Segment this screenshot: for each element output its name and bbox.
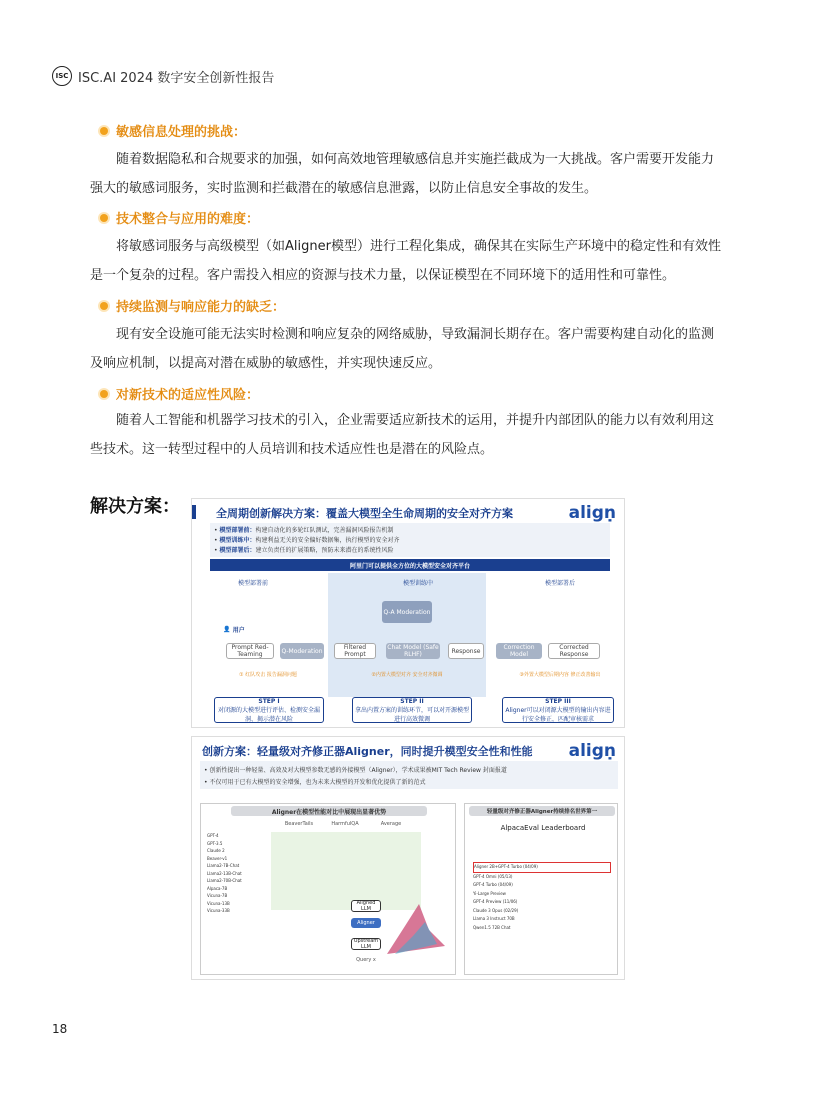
section-body: 将敏感词服务与高级模型（如Aligner模型）进行工程化集成，确保其在实际生产环境中的稳定性和有效性是一个复杂的过程。客户需投入相应的资源与技术力量，以保证模型在不同环境下的适用性和可靠性。 [90, 239, 721, 283]
qa-moderation-box: Q-A Moderation [382, 601, 432, 623]
flow-correction-model: Correction Model [496, 643, 542, 659]
semantic-space-icon [385, 896, 447, 960]
leaderboard-figure [464, 803, 618, 975]
bullet-dot-icon [100, 214, 108, 222]
panel-bullet: • 不仅可用于已有大模型的安全增强，也为未来大模型的开发和优化提供了新的范式 [204, 779, 426, 786]
bullet-dot-icon [100, 127, 108, 135]
flow-response: Response [448, 643, 484, 659]
panel-title: 全周期创新解决方案：覆盖大模型全生命周期的安全对齐方案 [216, 507, 513, 520]
note-alignment: ②内置大模型对齐 安全对齐微调 [371, 671, 443, 678]
section-heading: 技术整合与应用的难度： [100, 208, 259, 227]
align-logo: aligṇ [568, 741, 616, 761]
user-label: 👤 用户 [223, 625, 245, 634]
platform-banner: 阿里门可以提供全方位的大模型安全对齐平台 [210, 559, 610, 571]
leaderboard-list: Aligner 2B+GPT-4 Turbo (04/09) GPT-4 Omni (05/13) GPT-4 Turbo (04/09) Yi-Large Preview GPT-4 Preview (11/06) Claude 3 Opus (02/29) Llama 3 Instruct 70B Qwen1.5 72B Chat [473, 862, 611, 962]
aligner-diagram: Aligned LLM Aligner Upstream LLM Query x [347, 894, 451, 972]
model-list: GPT-4 GPT-3.5 Claude 2 Beaver-v1 Llama2-7B-Chat Llama2-13B-Chat Llama2-70B-Chat Alpaca-7B Vicuna-7B Vicuna-13B Vicuna-33B [207, 833, 242, 913]
alpacaeval-title: AlpacaEval Leaderboard [500, 824, 586, 832]
panel-bullet: • 模型部署后：建立负责任的扩展策略，预防未来潜在的系统性风险 [214, 547, 394, 554]
flow-corrected-response: Corrected Response [548, 643, 600, 659]
flow-prompt: Prompt Red-Teaming [226, 643, 274, 659]
section-heading: 敏感信息处理的挑战： [100, 121, 246, 140]
solution-label: 解决方案： [90, 496, 180, 517]
panel-bullet: • 创新性提出一种轻量、高效及对大模型参数无感的外接模型（Aligner），学术成果被MIT Tech Review 封面报道 [204, 767, 507, 774]
solution-panel-aligner [191, 736, 625, 980]
section-heading: 对新技术的适应性风险： [100, 384, 259, 403]
step-2-box: STEP II 拿出内置方案的训练环节，可以对开源模型进行高效微调 [352, 697, 472, 723]
note-red-team: ① 红队攻击 报告漏洞问题 [239, 671, 297, 678]
flow-chat-model: Chat Model (Safe RLHF) [387, 644, 439, 658]
section-heading: 持续监测与响应能力的缺乏： [100, 296, 285, 315]
comparison-title: Aligner在模型性能对比中展现出显著优势 [231, 806, 427, 816]
panel-bullet: • 模型训练中：构建利益无关的安全偏好数据集，执行模型的安全对齐 [214, 537, 400, 544]
panel-title: 创新方案：轻量级对齐修正器Aligner，同时提升模型安全性和性能 [202, 745, 533, 758]
section-body: 随着数据隐私和合规要求的加强，如何高效地管理敏感信息并实施拦截成为一大挑战。客户需要开发能力强大的敏感词服务，实时监测和拦截潜在的敏感信息泄露，以防止信息安全事故的发生。 [90, 152, 715, 196]
solution-panel-lifecycle [191, 498, 625, 728]
step-3-box: STEP III Aligner可以对闭源大模型的输出内容进行安全修正，匹配审核需求 [502, 697, 614, 723]
align-logo: aligṇ [568, 503, 616, 523]
comparison-figure: Aligner在模型性能对比中展现出显著优势 BeaverTails HarmfulQA Average GPT-4 GPT-3.5 Claude 2 Beaver-v1 Llama2-7B-Chat Llama2-13B-Chat Llama2-70B-Chat Alpaca-7B Vicuna-7B Vicuna-13B Vicuna-33B Aligned LLM Aligner Upstream LLM Query x [200, 803, 456, 975]
section-body: 现有安全设施可能无法实时检测和响应复杂的网络威胁，导致漏洞长期存在。客户需要构建自动化的监测及响应机制，以提高对潜在威胁的敏感性，并实现快速反应。 [90, 327, 715, 371]
bullet-dot-icon [100, 390, 108, 398]
isc-logo: ISC [52, 66, 72, 86]
stage-training: 模型训练中 [402, 579, 433, 587]
header-title: ISC.AI 2024 数字安全创新性报告 [78, 70, 275, 86]
flow-filtered-prompt: Filtered Prompt [334, 643, 376, 659]
panel-bullet: • 模型部署前：构建自动化的多轮红队测试，完善漏洞风险报告机制 [214, 527, 394, 534]
page-number: 18 [52, 1022, 68, 1036]
page-header [52, 66, 274, 86]
stage-pre-deploy: 模型部署前 [238, 579, 269, 587]
leaderboard-title: 轻量级对齐修正器Aligner持续排名世界第一 [469, 806, 615, 816]
flow-q-moderation: Q-Moderation [280, 643, 324, 659]
note-correction: ③外置大模型后期内容 修正改善输出 [519, 671, 601, 678]
bullet-dot-icon [100, 302, 108, 310]
stage-post-deploy: 模型部署后 [544, 579, 575, 587]
step-1-box: STEP I 对闭源的大模型进行评估、检测安全漏洞、揭示潜在风险 [214, 697, 324, 723]
section-body: 随着人工智能和机器学习技术的引入，企业需要适应新技术的运用，并提升内部团队的能力以有效利用这些技术。这一转型过程中的人员培训和技术适应性也是潜在的风险点。 [90, 413, 715, 457]
